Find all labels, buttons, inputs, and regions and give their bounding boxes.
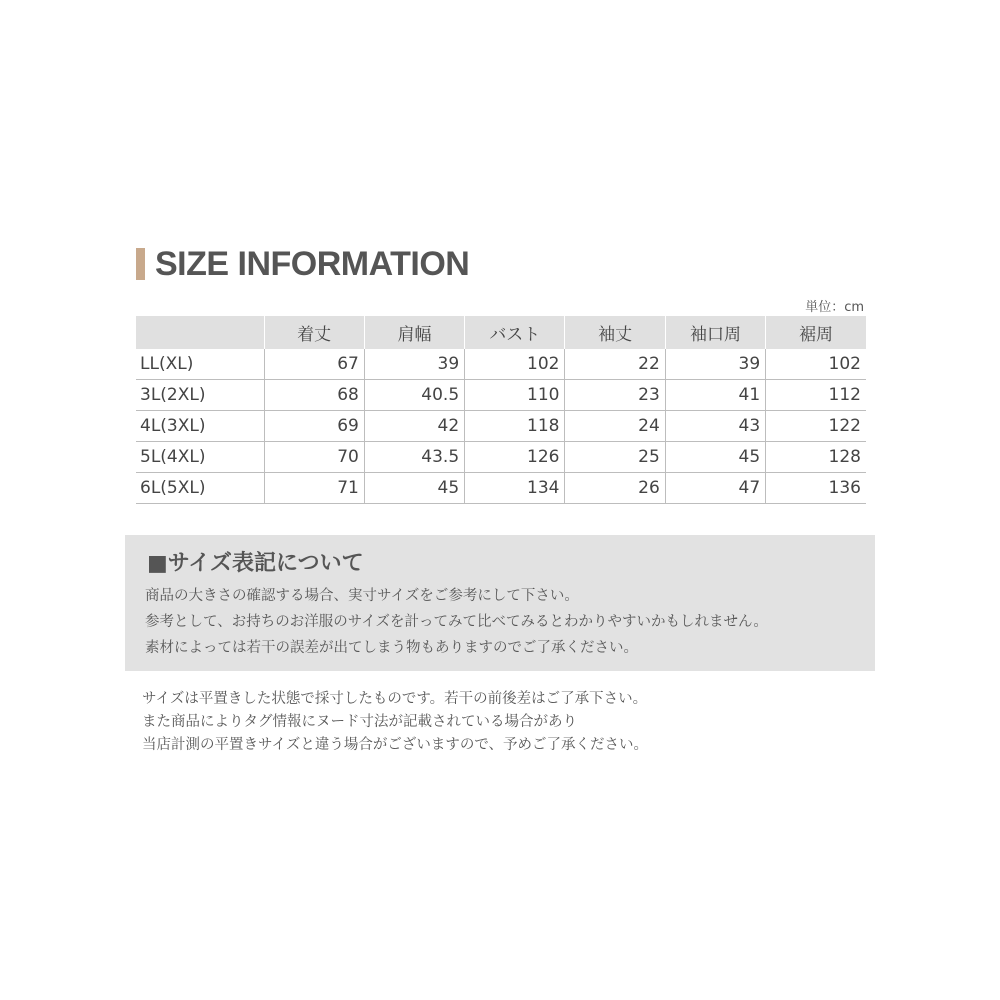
table-cell: 128 [828, 447, 861, 467]
note-line: また商品によりタグ情報にヌード寸法が記載されている場合があり [142, 714, 577, 730]
table-cell: 126 [465, 442, 565, 473]
page-title: SIZE INFORMATION [155, 244, 470, 283]
table-cell: 68 [264, 380, 364, 411]
header-hem: 裾周 [766, 316, 866, 349]
table-cell: 40.5 [364, 380, 464, 411]
size-label: 6L(5XL) [136, 473, 264, 504]
notice-line: 参考として、お持ちのお洋服のサイズを計ってみて比べてみるとわかりやすいかもしれません。 [145, 614, 768, 630]
notice-title: ■サイズ表記について [147, 551, 364, 576]
accent-bar [136, 248, 145, 280]
table-row [136, 473, 866, 504]
header-shoulder: 肩幅 [364, 316, 464, 349]
table-cell: 42 [364, 411, 464, 442]
measurement-notes [142, 688, 648, 757]
notice-text [145, 583, 768, 661]
table-cell: 70 [264, 442, 364, 473]
table-cell: 102 [465, 349, 565, 380]
table-cell: 39 [665, 349, 765, 380]
note-line: 当店計測の平置きサイズと違う場合がございますので、予めご了承ください。 [142, 737, 649, 753]
table-cell: 23 [565, 380, 665, 411]
size-notice-box [125, 535, 875, 671]
section-heading [136, 244, 469, 284]
table-cell: 136 [828, 478, 861, 498]
table-cell: 39 [364, 349, 464, 380]
table-cell: 45 [665, 442, 765, 473]
header-cuff: 袖口周 [665, 316, 765, 349]
table-cell: 102 [828, 354, 861, 374]
table-row [136, 380, 866, 411]
size-label: LL(XL) [136, 349, 264, 380]
notice-line: 商品の大きさの確認する場合、実寸サイズをご参考にして下さい。 [145, 588, 579, 604]
unit-label: 単位：cm [805, 300, 864, 315]
size-label: 4L(3XL) [136, 411, 264, 442]
table-cell: 26 [565, 473, 665, 504]
notice-line: 素材によっては若干の誤差が出てしまう物もありますのでご了承ください。 [145, 640, 638, 656]
table-cell: 122 [828, 416, 861, 436]
table-cell: 112 [828, 385, 861, 405]
table-cell: 43 [665, 411, 765, 442]
size-table [136, 316, 866, 504]
header-bust: バスト [465, 316, 565, 349]
size-label: 3L(2XL) [136, 380, 264, 411]
table-cell: 22 [565, 349, 665, 380]
table-cell: 134 [465, 473, 565, 504]
table-cell: 110 [465, 380, 565, 411]
table-cell: 118 [465, 411, 565, 442]
table-cell: 24 [565, 411, 665, 442]
size-label: 5L(4XL) [136, 442, 264, 473]
table-cell: 45 [364, 473, 464, 504]
header-empty [136, 316, 264, 349]
header-length: 着丈 [264, 316, 364, 349]
table-cell: 47 [665, 473, 765, 504]
table-cell: 25 [565, 442, 665, 473]
table-cell: 67 [264, 349, 364, 380]
table-cell: 41 [665, 380, 765, 411]
table-cell: 69 [264, 411, 364, 442]
table-header-row [136, 316, 866, 349]
table-row [136, 349, 866, 380]
table-row [136, 442, 866, 473]
table-cell: 71 [264, 473, 364, 504]
table-row [136, 411, 866, 442]
header-sleeve: 袖丈 [565, 316, 665, 349]
table-cell: 43.5 [364, 442, 464, 473]
note-line: サイズは平置きした状態で採寸したものです。若干の前後差はご了承下さい。 [142, 691, 648, 707]
